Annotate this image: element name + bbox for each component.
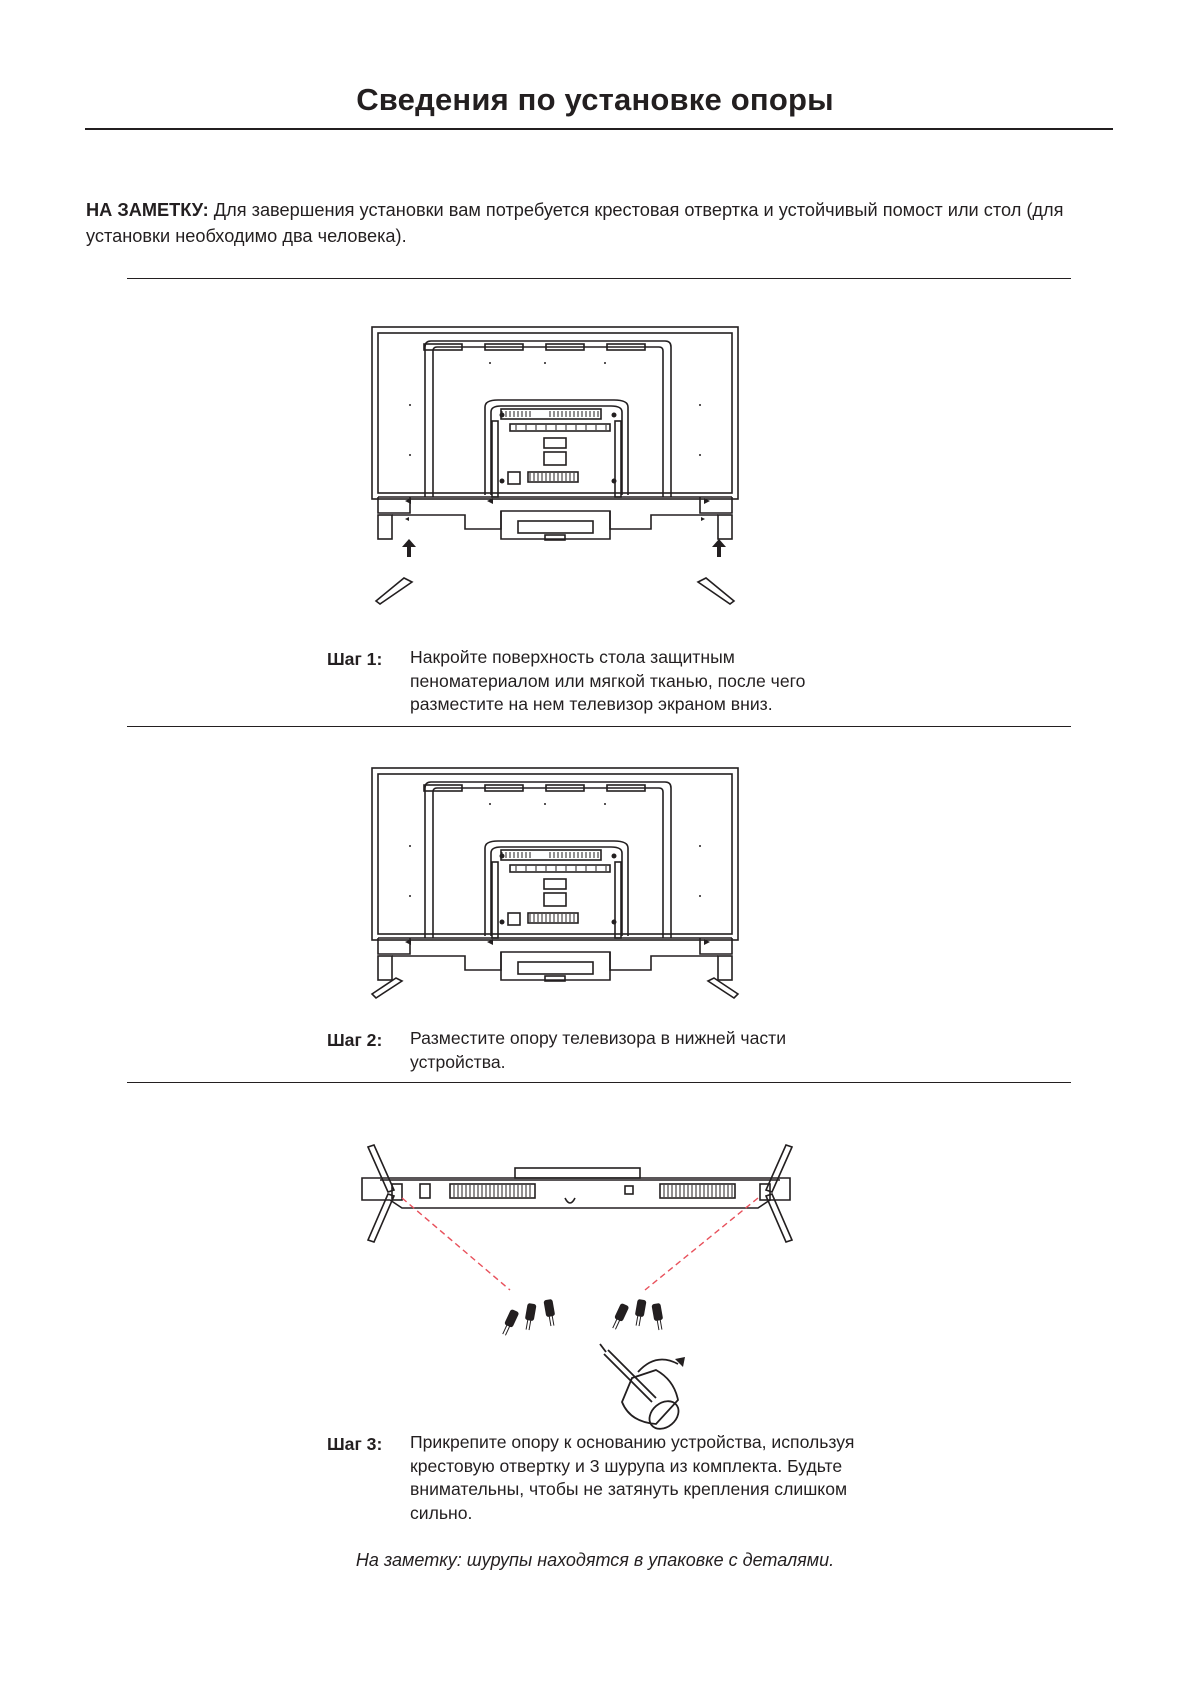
screws-footnote: На заметку: шурупы находятся в упаковке с деталями. xyxy=(355,1550,835,1570)
tv-back-illustration-step2 xyxy=(370,766,740,1000)
section-divider xyxy=(127,278,1071,279)
step-3-label: Шаг 3: xyxy=(327,1434,383,1454)
section-divider xyxy=(127,1082,1071,1083)
step-3-text: Прикрепите опору к основанию устройства, используя крестовую отвертку и 3 шурупа из комплекта. Будьте внимательны, чтобы не затянуть крепления слишком сильно. xyxy=(410,1432,855,1523)
installation-note xyxy=(86,197,1116,249)
note-label: НА ЗАМЕТКУ: xyxy=(86,200,209,220)
stand-screw-illustration-step3 xyxy=(360,1140,800,1430)
title-underline xyxy=(85,128,1113,130)
step-1-text: Накройте поверхность стола защитным пеноматериалом или мягкой тканью, после чего разместите на нем телевизор экраном вниз. xyxy=(410,647,806,714)
tv-back-illustration-step1 xyxy=(370,325,740,607)
step-2-label: Шаг 2: xyxy=(327,1030,383,1050)
section-divider xyxy=(127,726,1071,727)
step-2-text: Разместите опору телевизора в нижней части устройства. xyxy=(410,1028,787,1072)
step-1-label: Шаг 1: xyxy=(327,649,383,669)
note-text: Для завершения установки вам потребуется крестовая отвертка и устойчивый помост или стол (для установки необходимо два человека). xyxy=(86,200,1064,246)
page-title: Сведения по установке опоры xyxy=(356,82,834,117)
